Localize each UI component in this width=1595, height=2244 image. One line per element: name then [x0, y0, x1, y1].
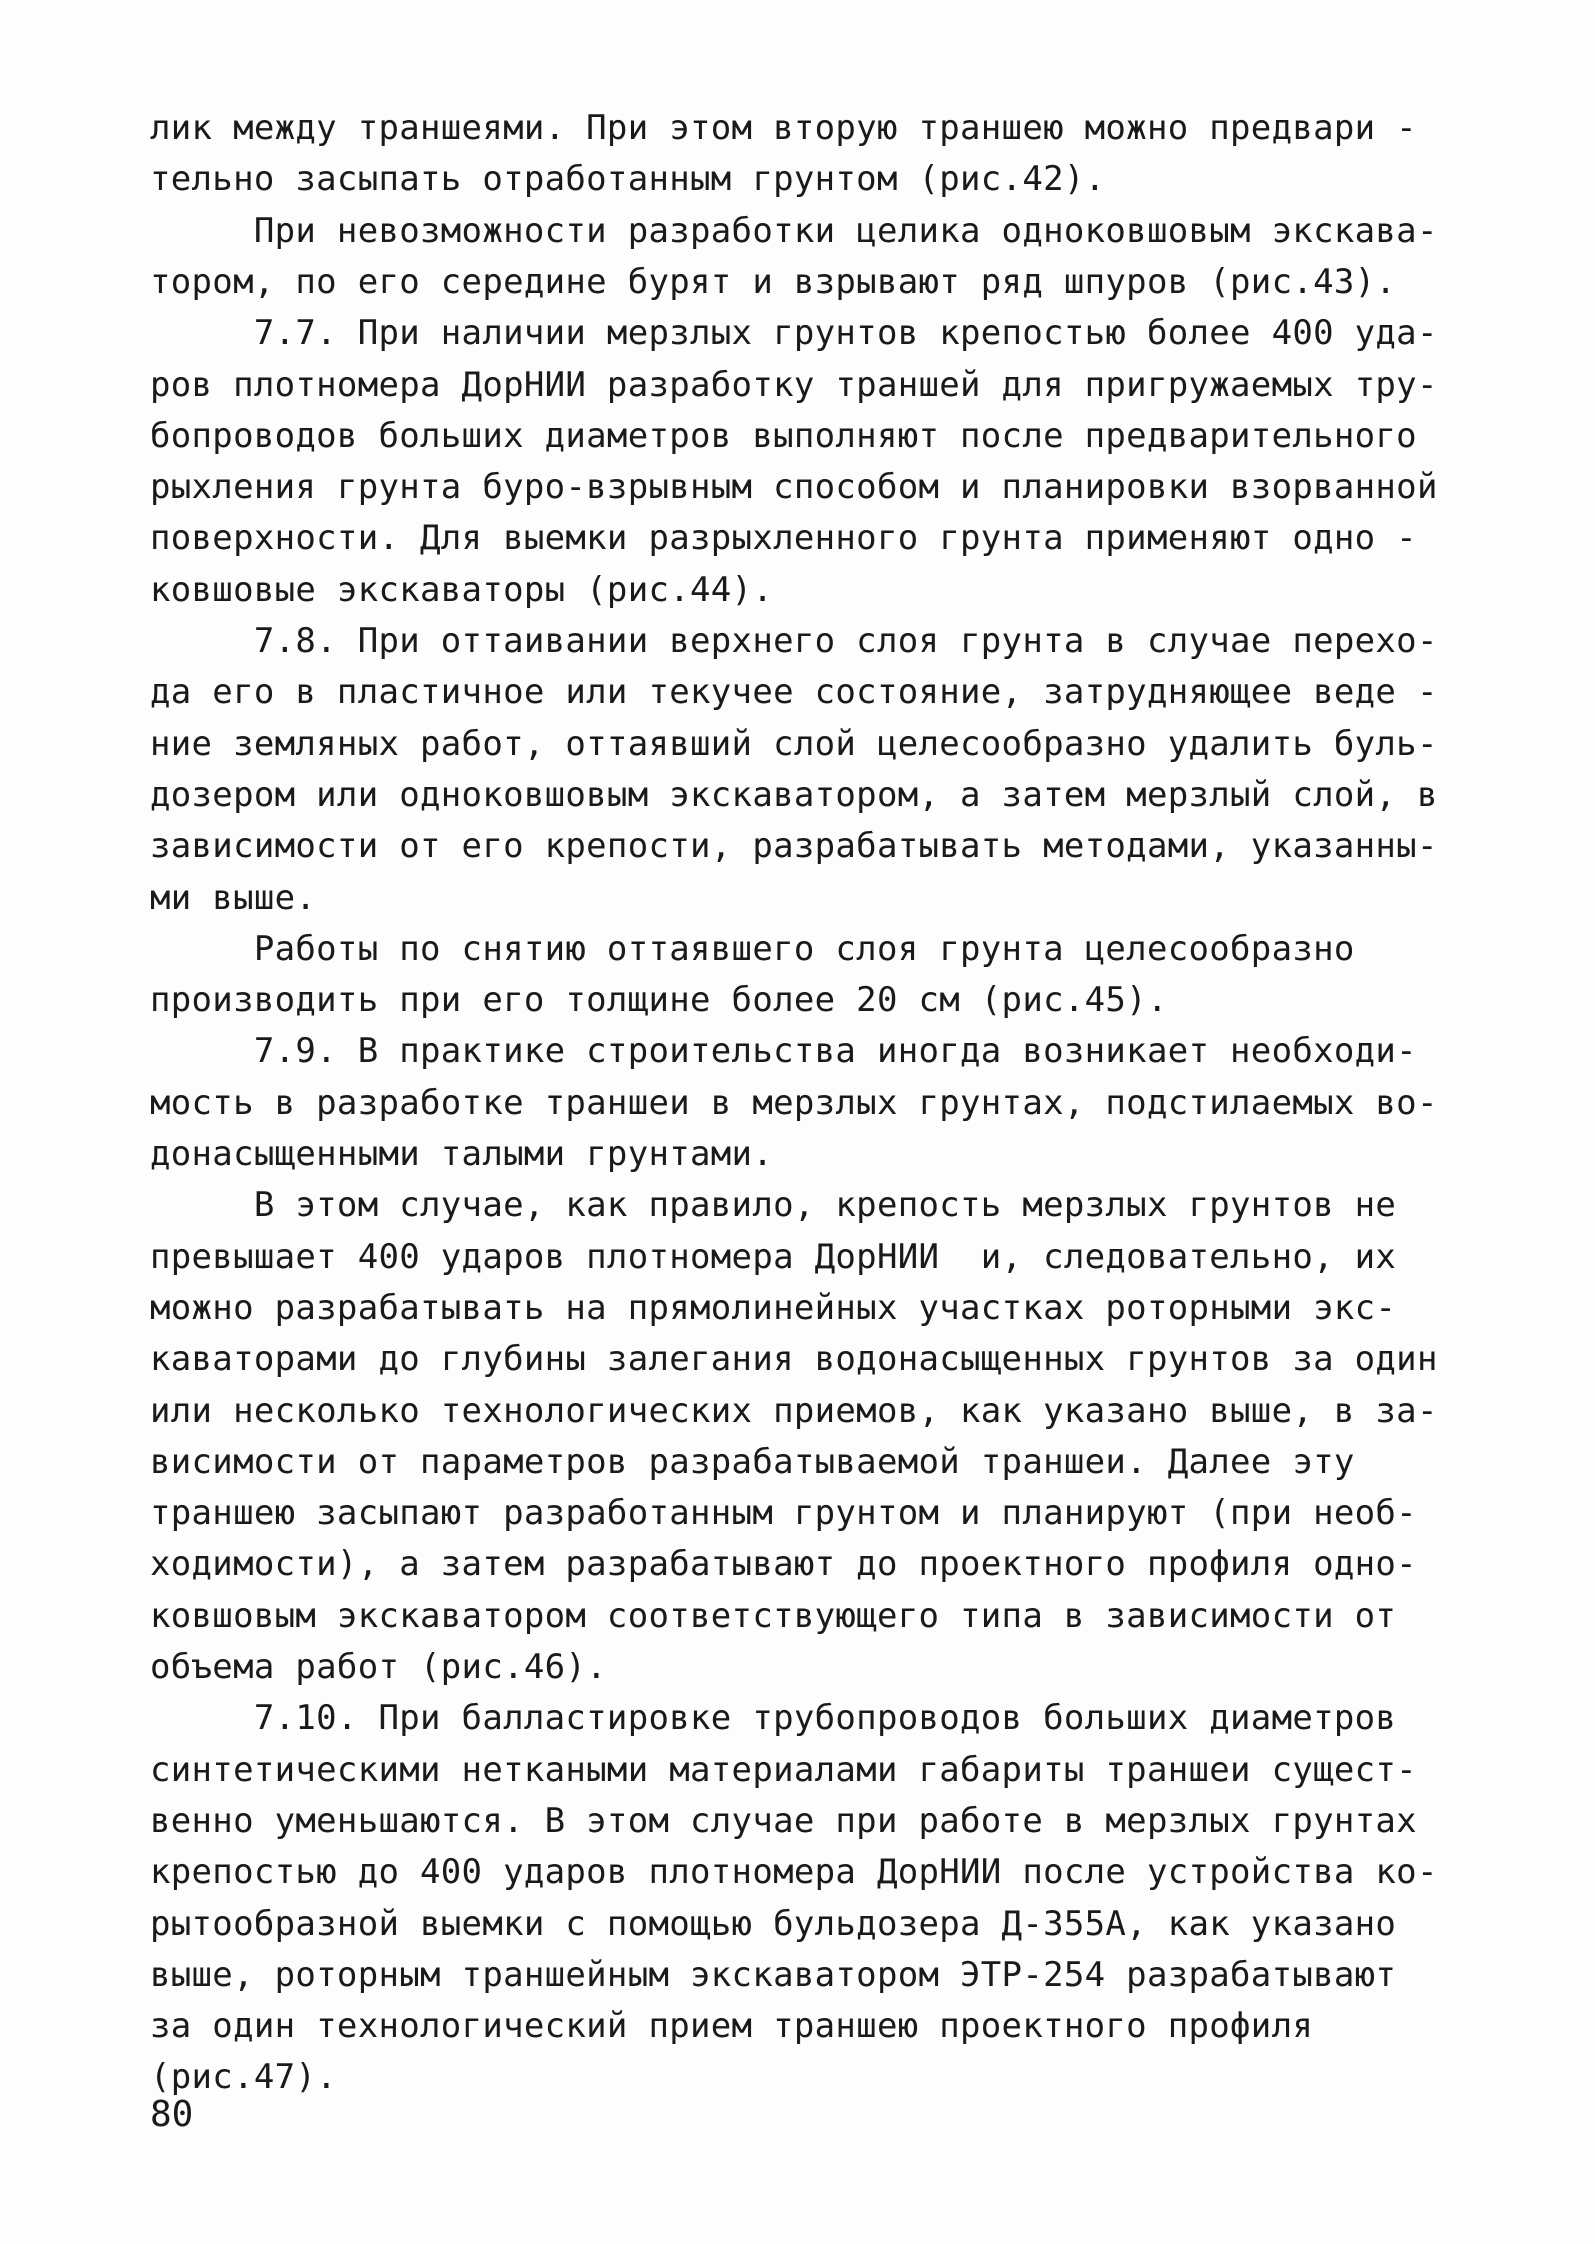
text-line: 7.7. При наличии мерзлых грунтов крепостью более 400 уда-	[150, 313, 1438, 353]
text-line: ми выше.	[150, 878, 317, 918]
text-line: бопроводов больших диаметров выполняют после предварительного	[150, 416, 1417, 456]
text-line: 7.8. При оттаивании верхнего слоя грунта в случае перехо-	[150, 621, 1438, 661]
text-line: ние земляных работ, оттаявший слой целесообразно удалить буль-	[150, 724, 1438, 764]
text-line: мость в разработке траншеи в мерзлых грунтах, подстилаемых во-	[150, 1083, 1438, 1123]
text-line: тельно засыпать отработанным грунтом (рис.42).	[150, 159, 1106, 199]
text-line: производить при его толщине более 20 см (рис.45).	[150, 980, 1168, 1020]
text-line: ходимости), а затем разрабатывают до проектного профиля одно-	[150, 1544, 1417, 1584]
text-line: траншею засыпают разработанным грунтом и планируют (при необ-	[150, 1493, 1417, 1533]
text-line: висимости от параметров разрабатываемой траншеи. Далее эту	[150, 1442, 1355, 1482]
text-line: зависимости от его крепости, разрабатывать методами, указанны-	[150, 826, 1438, 866]
text-line: каваторами до глубины залегания водонасыщенных грунтов за один	[150, 1339, 1438, 1379]
text-line: (рис.47).	[150, 2057, 337, 2097]
text-line: 7.9. В практике строительства иногда возникает необходи-	[150, 1031, 1417, 1071]
text-line: превышает 400 ударов плотномера ДорНИИ и, следовательно, их	[150, 1237, 1397, 1277]
text-line: 7.10. При балластировке трубопроводов больших диаметров	[150, 1698, 1397, 1738]
text-line: В этом случае, как правило, крепость мерзлых грунтов не	[150, 1185, 1397, 1225]
text-line: дозером или одноковшовым экскаватором, а затем мерзлый слой, в	[150, 775, 1438, 815]
text-line: да его в пластичное или текучее состояние, затрудняющее веде -	[150, 672, 1438, 712]
text-line: за один технологический прием траншею проектного профиля	[150, 2006, 1314, 2046]
text-line: объема работ (рис.46).	[150, 1647, 607, 1687]
page-number: 80	[150, 2094, 194, 2135]
text-line: или несколько технологических приемов, как указано выше, в за-	[150, 1391, 1438, 1431]
text-line: Работы по снятию оттаявшего слоя грунта целесообразно	[150, 929, 1355, 969]
text-line: При невозможности разработки целика одноковшовым экскава-	[150, 211, 1438, 251]
text-line: венно уменьшаются. В этом случае при работе в мерзлых грунтах	[150, 1801, 1417, 1841]
text-line: ковшовым экскаватором соответствующего типа в зависимости от	[150, 1596, 1397, 1636]
text-line: ров плотномера ДорНИИ разработку траншей для пригружаемых тру-	[150, 365, 1438, 405]
text-line: ковшовые экскаваторы (рис.44).	[150, 570, 774, 610]
text-line: тором, по его середине бурят и взрывают ряд шпуров (рис.43).	[150, 262, 1397, 302]
text-line: крепостью до 400 ударов плотномера ДорНИИ после устройства ко-	[150, 1852, 1438, 1892]
text-line: синтетическими неткаными материалами габариты траншеи сущест-	[150, 1750, 1417, 1790]
text-line: донасыщенными талыми грунтами.	[150, 1134, 774, 1174]
text-line: лик между траншеями. При этом вторую траншею можно предвари -	[150, 108, 1417, 148]
text-line: рыхления грунта буро-взрывным способом и планировки взорванной	[150, 467, 1438, 507]
text-line: можно разрабатывать на прямолинейных участках роторными экс-	[150, 1288, 1397, 1328]
text-line: поверхности. Для выемки разрыхленного грунта применяют одно -	[150, 518, 1417, 558]
text-line: рытообразной выемки с помощью бульдозера Д-355А, как указано	[150, 1904, 1397, 1944]
text-line: выше, роторным траншейным экскаватором ЭТР-254 разрабатывают	[150, 1955, 1397, 1995]
